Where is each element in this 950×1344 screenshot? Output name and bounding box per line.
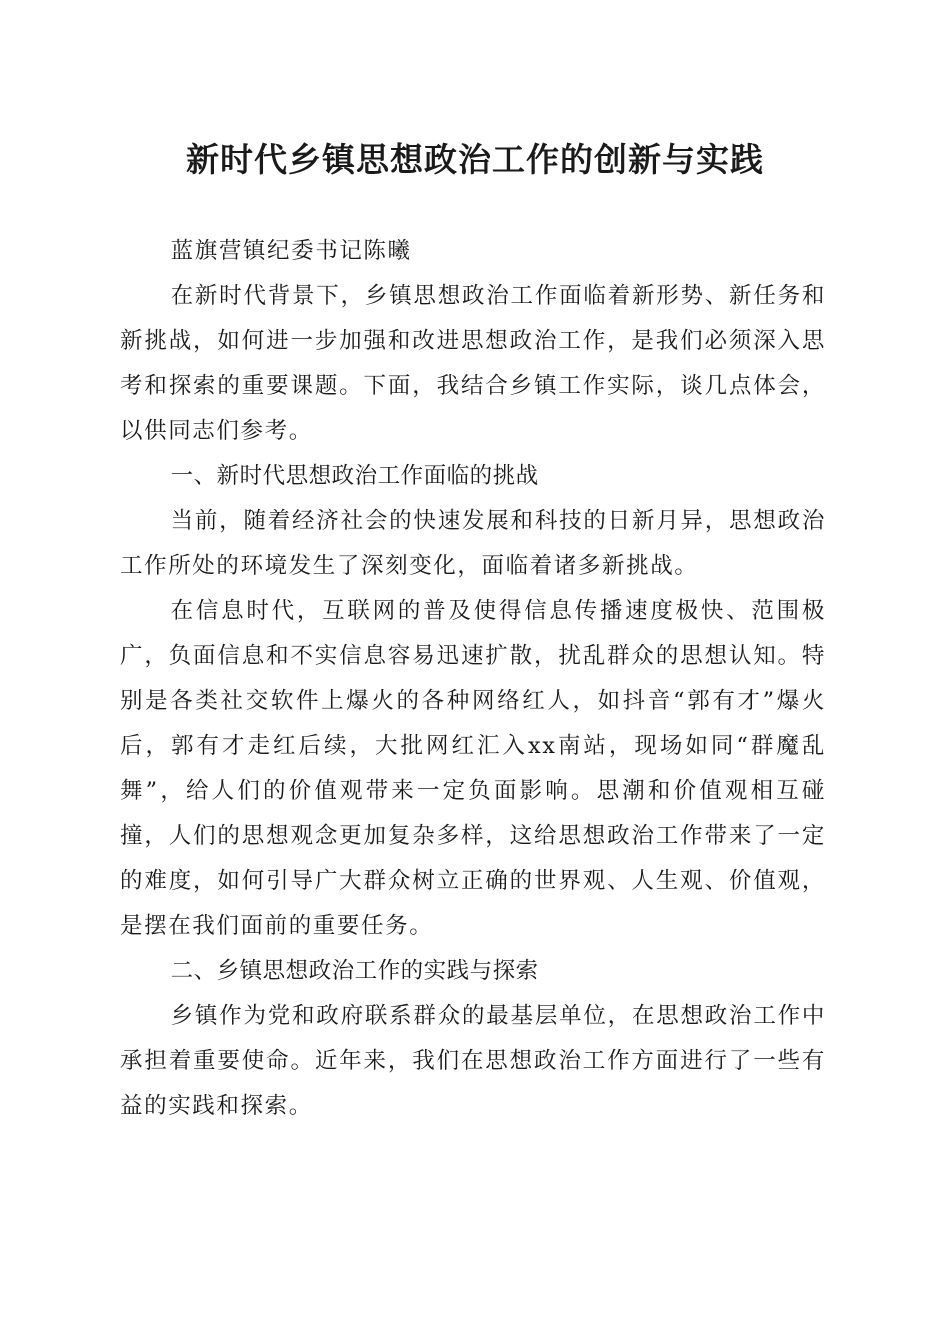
document-body	[120, 229, 826, 1129]
section1-paragraph: 在信息时代，互联网的普及使得信息传播速度极快、范围极广，负面信息和不实信息容易迅速扩散，扰乱群众的思想认知。特别是各类社交软件上爆火的各种网络红人，如抖音“郭有才”爆火后，郭有才走红后续，大批网红汇入xx南站，现场如同“群魔乱舞”，给人们的价值观带来一定负面影响。思潮和价值观相互碰撞，人们的思想观念更加复杂多样，这给思想政治工作带来了一定的难度，如何引导广大群众树立正确的世界观、人生观、价值观，是摆在我们面前的重要任务。	[120, 598, 826, 939]
document-title: 新时代乡镇思想政治工作的创新与实践	[186, 140, 764, 179]
section-heading-1: 一、新时代思想政治工作面临的挑战	[170, 463, 539, 489]
intro-paragraph: 在新时代背景下，乡镇思想政治工作面临着新形势、新任务和新挑战，如何进一步加强和改进思想政治工作，是我们必须深入思考和探索的重要课题。下面，我结合乡镇工作实际，谈几点体会，以供同志们参考。	[120, 283, 826, 444]
section2-paragraph: 乡镇作为党和政府联系群众的最基层单位，在思想政治工作中承担着重要使命。近年来，我们在思想政治工作方面进行了一些有益的实践和探索。	[120, 1003, 826, 1119]
author-line: 蓝旗营镇纪委书记陈曦	[170, 238, 412, 264]
section1-paragraph: 当前，随着经济社会的快速发展和科技的日新月异，思想政治工作所处的环境发生了深刻变化，面临着诸多新挑战。	[120, 508, 826, 579]
section-heading-2: 二、乡镇思想政治工作的实践与探索	[170, 958, 539, 984]
